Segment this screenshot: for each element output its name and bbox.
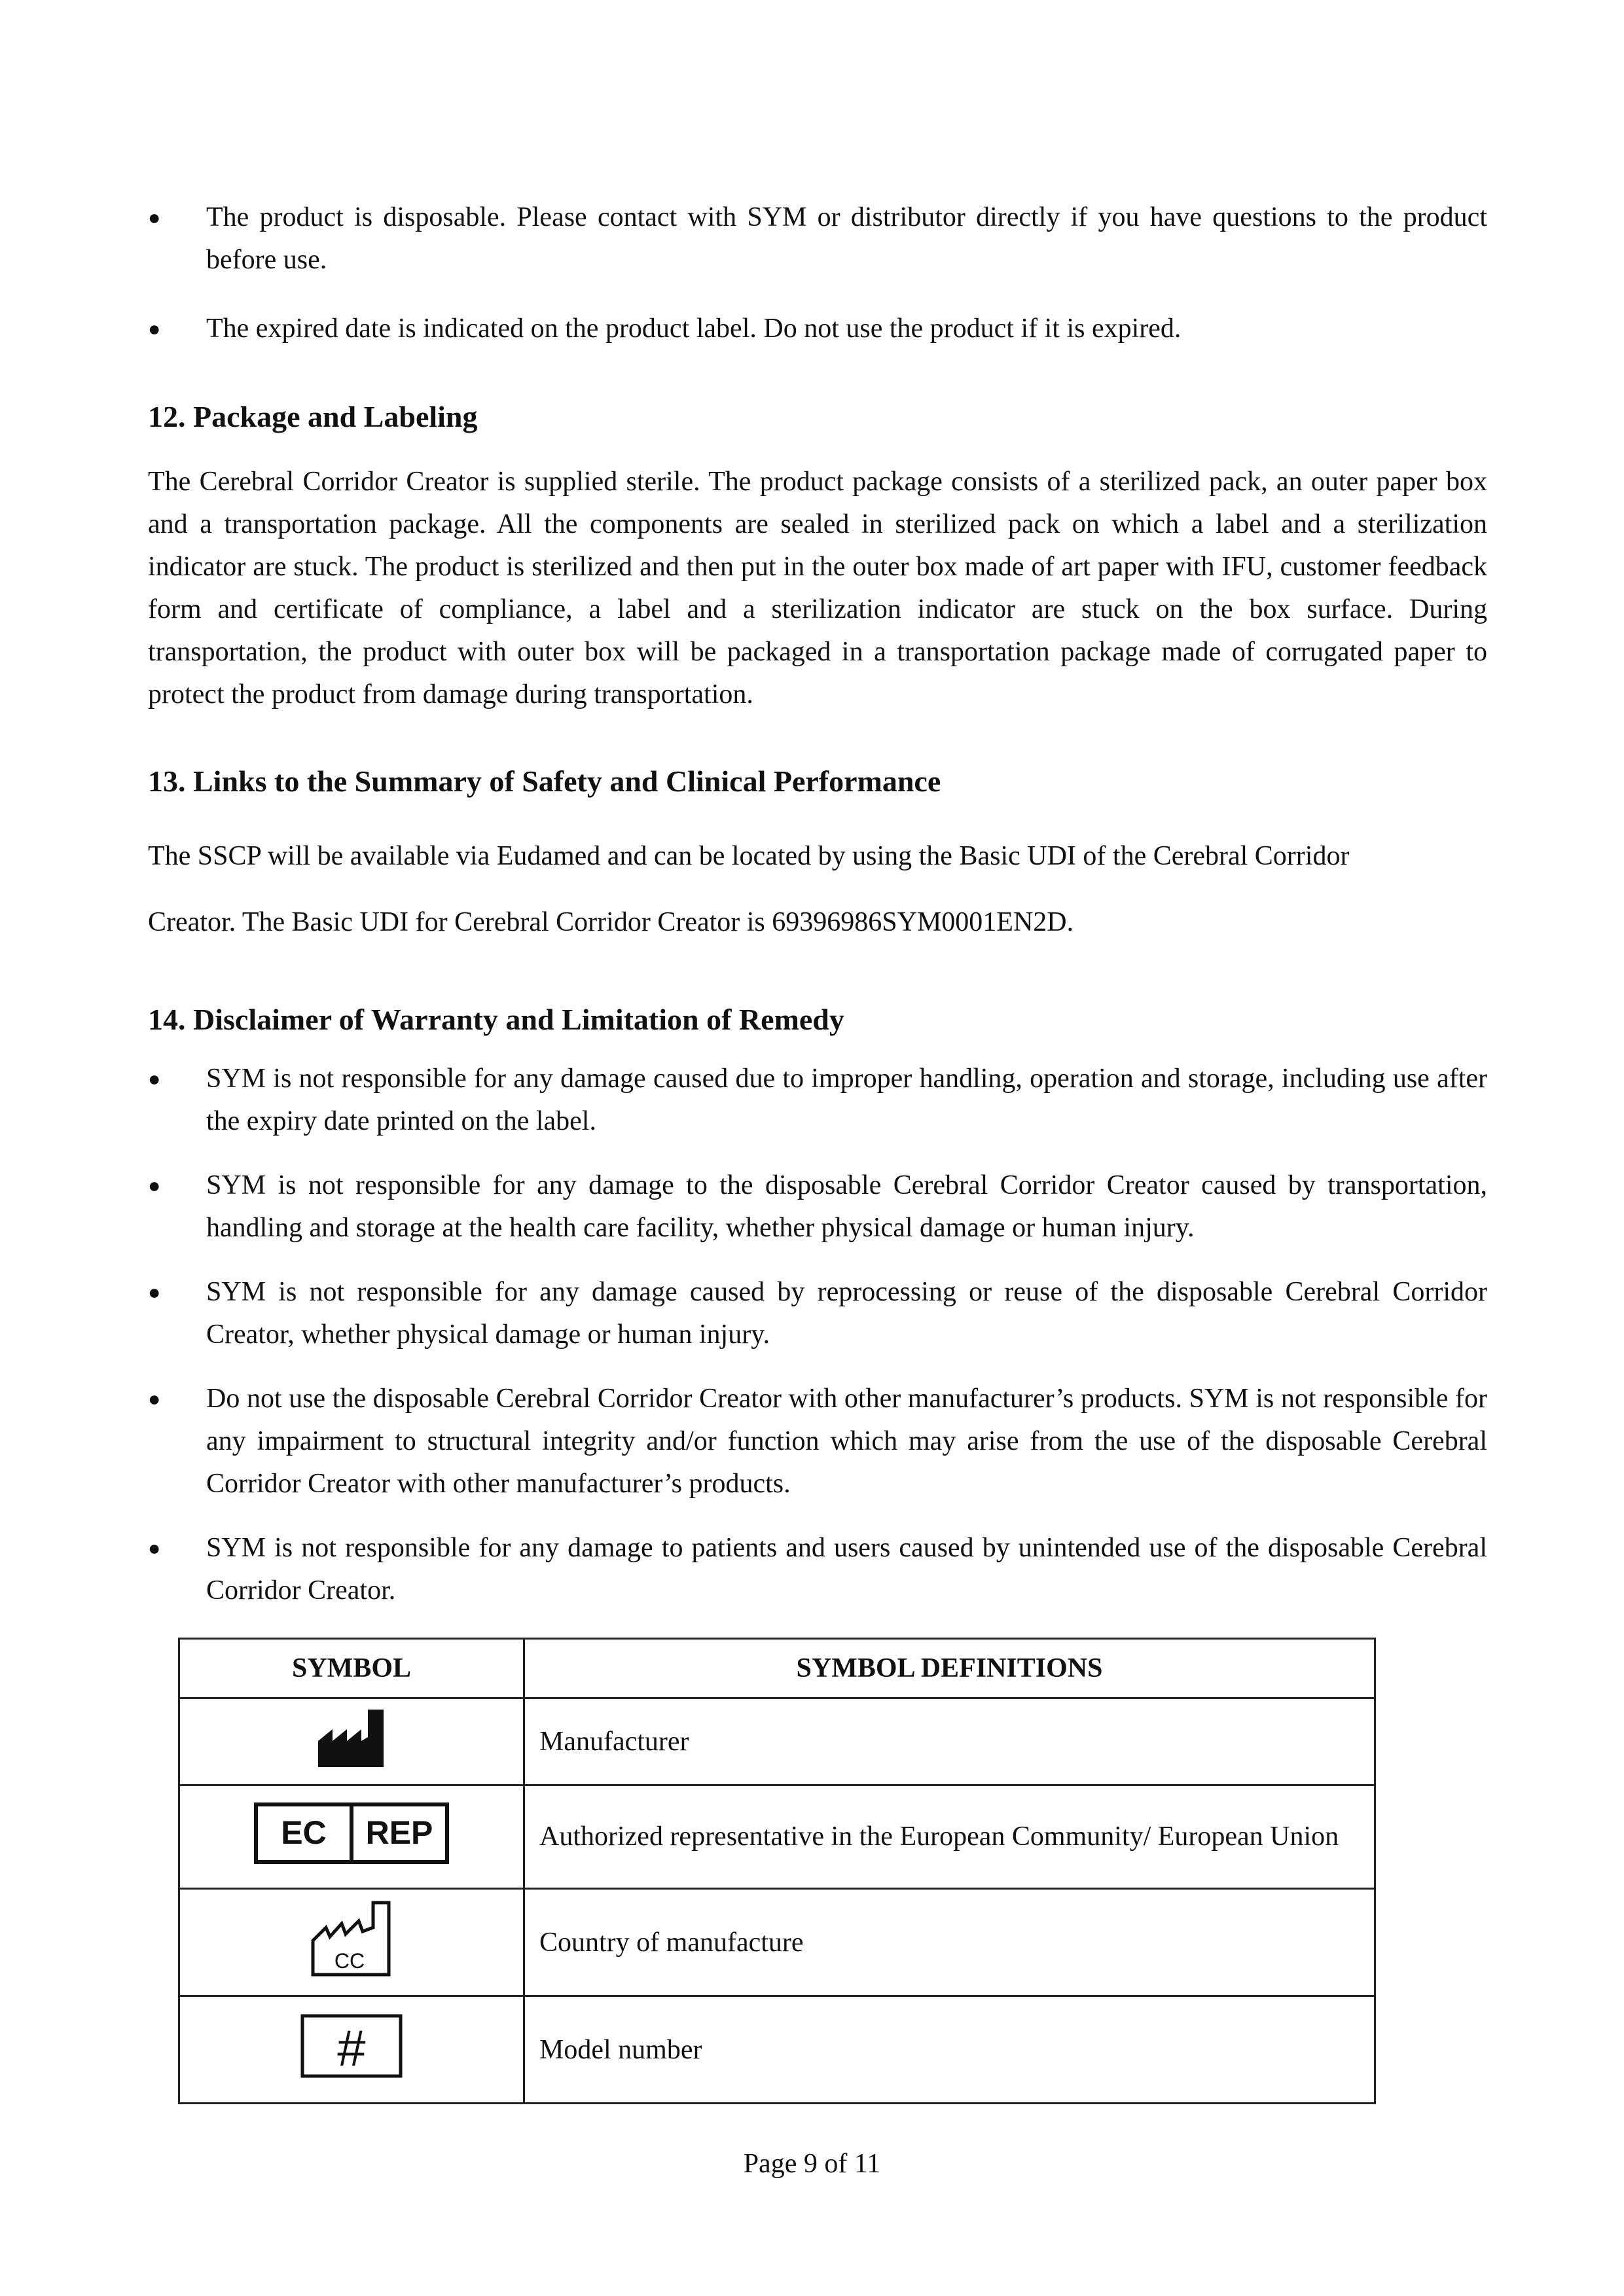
definition-cell: Manufacturer bbox=[524, 1698, 1375, 1785]
svg-text:#: # bbox=[337, 2019, 366, 2077]
bullet-icon: ● bbox=[148, 317, 161, 340]
svg-text:EC: EC bbox=[281, 1814, 327, 1851]
table-row bbox=[179, 1785, 1375, 1889]
bullet-icon: ● bbox=[148, 1067, 161, 1090]
ec-rep-icon bbox=[179, 1785, 524, 1889]
bullet-icon: ● bbox=[148, 1387, 161, 1410]
list-item: ● SYM is not responsible for any damage caused by reprocessing or reuse of the disposable Cerebral Corridor Creator, whether physical damage or human injury. bbox=[148, 1271, 1487, 1356]
definition-cell: Country of manufacture bbox=[524, 1889, 1375, 1996]
list-item: ● SYM is not responsible for any damage to patients and users caused by unintended use of the disposable Cerebral Corridor Creator. bbox=[148, 1527, 1487, 1612]
definition-cell: Model number bbox=[524, 1996, 1375, 2104]
section-14-bullet-4 bbox=[148, 1378, 1487, 1505]
bullet-icon: ● bbox=[148, 1536, 161, 1560]
bullet-icon: ● bbox=[148, 1280, 161, 1304]
bullet-icon: ● bbox=[148, 1174, 161, 1197]
svg-text:CC: CC bbox=[334, 1949, 365, 1973]
section-14-bullet-1 bbox=[148, 1058, 1487, 1143]
section-14-bullet-5 bbox=[148, 1527, 1487, 1612]
symbols-table bbox=[178, 1638, 1376, 2104]
section-heading-13: 13. Links to the Summary of Safety and Clinical Performance bbox=[148, 764, 941, 798]
list-item: ● SYM is not responsible for any damage caused due to improper handling, operation and storage, including use after the expiry date printed on the label. bbox=[148, 1058, 1487, 1143]
section-14-bullet-3 bbox=[148, 1271, 1487, 1356]
section-13-line-2: Creator. The Basic UDI for Cerebral Corridor Creator is 69396986SYM0001EN2D. bbox=[148, 907, 1074, 937]
page-footer: Page 9 of 11 bbox=[743, 2149, 881, 2179]
list-item: ● The product is disposable. Please contact with SYM or distributor directly if you have questions to the product before use. bbox=[148, 196, 1487, 281]
bullet-icon: ● bbox=[148, 206, 161, 229]
column-header-symbol: SYMBOL bbox=[179, 1639, 524, 1698]
top-bullet-list bbox=[148, 196, 1487, 281]
section-12-body: The Cerebral Corridor Creator is supplied sterile. The product package consists of a sterilized pack, an outer paper box and a transportation package. All the components are sealed in sterilized pack on which a label and a sterilization indicator are stuck. The product is sterilized and then put in the outer box made of art paper with IFU, customer feedback form and certificate of compliance, a label and a sterilization indicator are stuck on the box surface. During transportation, the product with outer box will be packaged in a transportation package made of corrugated paper to protect the product from damage during transportation. bbox=[148, 467, 1487, 709]
list-item: ● SYM is not responsible for any damage to the disposable Cerebral Corridor Creator caused by transportation, handling and storage at the health care facility, whether physical damage or human injury. bbox=[148, 1164, 1487, 1249]
table-row bbox=[179, 1889, 1375, 1996]
list-item: ● The expired date is indicated on the product label. Do not use the product if it is expired. bbox=[148, 308, 1487, 350]
table-header-row bbox=[179, 1639, 1375, 1698]
list-item: ● Do not use the disposable Cerebral Corridor Creator with other manufacturer’s products. SYM is not responsible for any impairment to structural integrity and/or function which may arise from the use of the disposable Cerebral Corridor Creator with other manufacturer’s products. bbox=[148, 1378, 1487, 1505]
manufacturer-icon bbox=[179, 1698, 524, 1785]
table-row bbox=[179, 1698, 1375, 1785]
country-of-manufacture-icon bbox=[179, 1889, 524, 1996]
section-14-bullet-2 bbox=[148, 1164, 1487, 1249]
section-heading-12: 12. Package and Labeling bbox=[148, 400, 478, 433]
column-header-definitions: SYMBOL DEFINITIONS bbox=[524, 1639, 1375, 1698]
section-heading-14: 14. Disclaimer of Warranty and Limitation of Remedy bbox=[148, 1003, 844, 1036]
table-row bbox=[179, 1996, 1375, 2104]
definition-cell: Authorized representative in the European Community/ European Union bbox=[524, 1785, 1375, 1889]
model-number-icon bbox=[179, 1996, 524, 2104]
section-13-line-1: The SSCP will be available via Eudamed and can be located by using the Basic UDI of the Cerebral Corridor bbox=[148, 841, 1350, 871]
top-bullet-list-2 bbox=[148, 308, 1487, 350]
svg-text:REP: REP bbox=[365, 1814, 433, 1851]
